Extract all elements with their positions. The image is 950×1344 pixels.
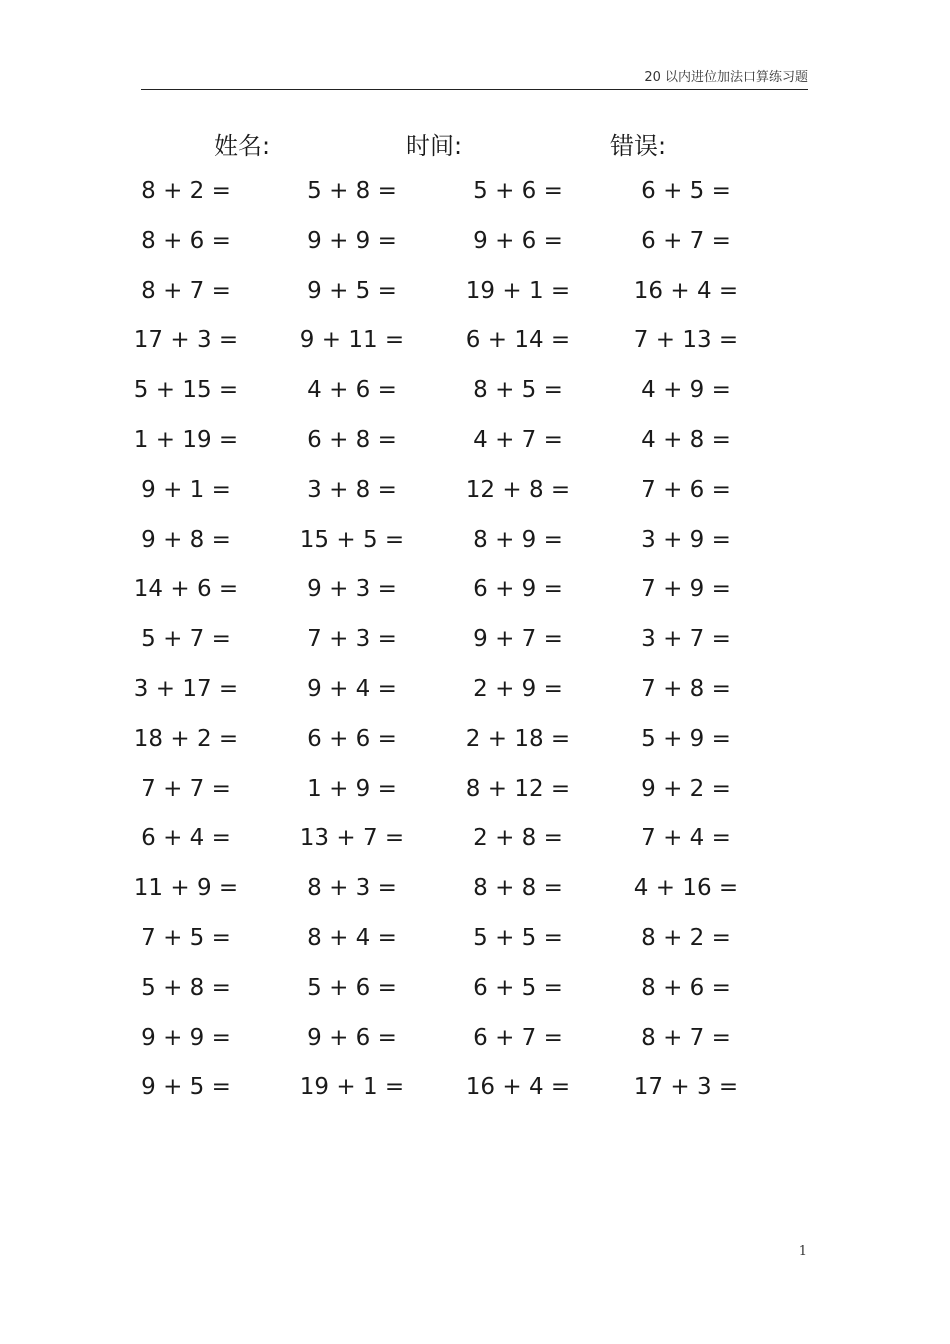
- addition-problem: 8 + 7 =: [641, 1025, 731, 1051]
- addition-problem: 14 + 6 =: [133, 576, 239, 602]
- addition-problem: 7 + 4 =: [641, 825, 731, 851]
- addition-problem: 2 + 8 =: [473, 825, 563, 851]
- addition-problem: 7 + 3 =: [307, 626, 397, 652]
- addition-problem: 5 + 9 =: [641, 726, 731, 752]
- addition-problem: 6 + 5 =: [473, 975, 563, 1001]
- addition-problem: 6 + 5 =: [641, 178, 731, 204]
- addition-problem: 8 + 2 =: [641, 925, 731, 951]
- addition-problem: 4 + 6 =: [307, 377, 397, 403]
- addition-problem: 8 + 5 =: [473, 377, 563, 403]
- addition-problem: 7 + 13 =: [633, 327, 739, 353]
- addition-problem: 19 + 1 =: [465, 278, 571, 304]
- addition-problem: 6 + 9 =: [473, 576, 563, 602]
- addition-problem: 17 + 3 =: [133, 327, 239, 353]
- addition-problem: 11 + 9 =: [133, 875, 239, 901]
- addition-problem: 4 + 7 =: [473, 427, 563, 453]
- addition-problem: 5 + 6 =: [473, 178, 563, 204]
- addition-problem: 9 + 6 =: [307, 1025, 397, 1051]
- addition-problem: 8 + 4 =: [307, 925, 397, 951]
- addition-problem: 1 + 9 =: [307, 776, 397, 802]
- addition-problem: 9 + 7 =: [473, 626, 563, 652]
- addition-problem: 18 + 2 =: [133, 726, 239, 752]
- addition-problem: 9 + 2 =: [641, 776, 731, 802]
- addition-problem: 5 + 6 =: [307, 975, 397, 1001]
- addition-problem: 5 + 8 =: [141, 975, 231, 1001]
- addition-problem: 16 + 4 =: [633, 278, 739, 304]
- addition-problem: 9 + 6 =: [473, 228, 563, 254]
- addition-problem: 7 + 9 =: [641, 576, 731, 602]
- addition-problem: 9 + 11 =: [299, 327, 405, 353]
- addition-problem: 4 + 16 =: [633, 875, 739, 901]
- header-divider: [141, 89, 808, 90]
- addition-problem: 3 + 7 =: [641, 626, 731, 652]
- addition-problem: 3 + 8 =: [307, 477, 397, 503]
- addition-problem: 7 + 5 =: [141, 925, 231, 951]
- page-header-title: 20 以内进位加法口算练习题: [644, 70, 808, 85]
- addition-problem: 4 + 9 =: [641, 377, 731, 403]
- addition-problem: 13 + 7 =: [299, 825, 405, 851]
- addition-problem: 8 + 9 =: [473, 527, 563, 553]
- addition-problem: 5 + 5 =: [473, 925, 563, 951]
- addition-problem: 8 + 6 =: [641, 975, 731, 1001]
- addition-problem: 15 + 5 =: [299, 527, 405, 553]
- addition-problem: 2 + 9 =: [473, 676, 563, 702]
- addition-problem: 8 + 3 =: [307, 875, 397, 901]
- page-number: 1: [798, 1244, 807, 1259]
- addition-problem: 6 + 6 =: [307, 726, 397, 752]
- addition-problem: 3 + 9 =: [641, 527, 731, 553]
- addition-problem: 6 + 7 =: [473, 1025, 563, 1051]
- addition-problem: 7 + 6 =: [641, 477, 731, 503]
- addition-problem: 1 + 19 =: [133, 427, 239, 453]
- addition-problem: 6 + 8 =: [307, 427, 397, 453]
- addition-problem: 9 + 9 =: [141, 1025, 231, 1051]
- addition-problem: 8 + 6 =: [141, 228, 231, 254]
- addition-problem: 9 + 9 =: [307, 228, 397, 254]
- addition-problem: 8 + 7 =: [141, 278, 231, 304]
- addition-problem: 9 + 5 =: [141, 1074, 231, 1100]
- addition-problem: 2 + 18 =: [465, 726, 571, 752]
- addition-problem: 9 + 4 =: [307, 676, 397, 702]
- addition-problem: 4 + 8 =: [641, 427, 731, 453]
- addition-problem: 5 + 8 =: [307, 178, 397, 204]
- addition-problem: 7 + 7 =: [141, 776, 231, 802]
- addition-problem: 3 + 17 =: [133, 676, 239, 702]
- addition-problem: 5 + 15 =: [133, 377, 239, 403]
- addition-problem: 6 + 7 =: [641, 228, 731, 254]
- addition-problem: 8 + 2 =: [141, 178, 231, 204]
- addition-problem: 12 + 8 =: [465, 477, 571, 503]
- addition-problem: 8 + 12 =: [465, 776, 571, 802]
- addition-problem: 9 + 5 =: [307, 278, 397, 304]
- errors-field-label: 错误:: [610, 132, 667, 160]
- addition-problem: 16 + 4 =: [465, 1074, 571, 1100]
- addition-problem: 9 + 3 =: [307, 576, 397, 602]
- name-field-label: 姓名:: [214, 132, 271, 160]
- addition-problem: 5 + 7 =: [141, 626, 231, 652]
- addition-problem: 9 + 1 =: [141, 477, 231, 503]
- addition-problem: 7 + 8 =: [641, 676, 731, 702]
- addition-problem: 9 + 8 =: [141, 527, 231, 553]
- time-field-label: 时间:: [406, 132, 463, 160]
- addition-problem: 8 + 8 =: [473, 875, 563, 901]
- addition-problem: 6 + 14 =: [465, 327, 571, 353]
- addition-problem: 17 + 3 =: [633, 1074, 739, 1100]
- addition-problem: 6 + 4 =: [141, 825, 231, 851]
- addition-problem: 19 + 1 =: [299, 1074, 405, 1100]
